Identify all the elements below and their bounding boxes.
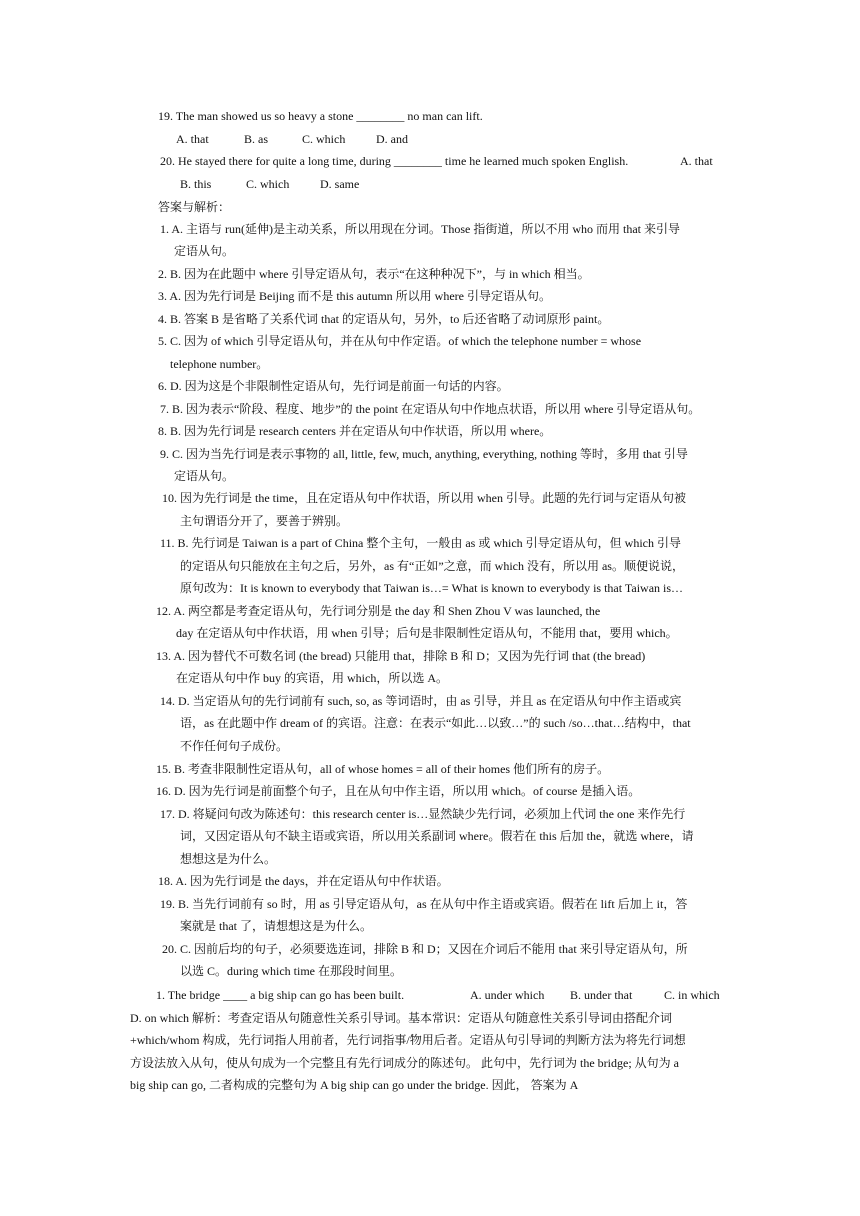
answer-9-cont: 定语从句。 (174, 469, 235, 483)
answer-20-cont: 以选 C。during which time 在那段时间里。 (180, 964, 402, 978)
answer-12-cont: day 在定语从句中作状语，用 when 引导；后句是非限制性定语从句，不能用 that，要用 which。 (176, 626, 678, 640)
answer-14-cont-2: 不作任何句子成份。 (180, 739, 289, 753)
option-b: B. as (244, 132, 268, 146)
extra-analysis-line-1: D. on which 解析：考查定语从句随意性关系引导词。基本常识：定语从句随意性关系引导词由搭配介词 (130, 1011, 672, 1025)
answer-19-cont: 案就是 that 了，请想想这是为什么。 (180, 919, 372, 933)
answer-8: 8. B. 因为先行词是 research centers 并在定语从句中作状语，所以用 where。 (158, 424, 552, 438)
extra-analysis-line-4: big ship can go, 二者构成的完整句为 A big ship can go under the bridge. 因此， 答案为 A (130, 1078, 579, 1092)
answer-15: 15. B. 考查非限制性定语从句，all of whose homes = all of their homes 他们所有的房子。 (156, 762, 610, 776)
extra-question-text: 1. The bridge ____ a big ship can go has been built. (156, 988, 405, 1002)
extra-question-stem (156, 987, 726, 1003)
answer-2: 2. B. 因为在此题中 where 引导定语从句，表示“在这种种况下”，与 in which 相当。 (158, 267, 590, 281)
answer-18: 18. A. 因为先行词是 the days，并在定语从句中作状语。 (158, 874, 449, 888)
answer-19: 19. B. 当先行词前有 so 时，用 as 引导定语从句，as 在从句中作主语或宾语。假若在 lift 后加上 it，答 (160, 897, 688, 911)
option-a: A. that (680, 154, 713, 168)
answer-5: 5. C. 因为 of which 引导定语从句，并在从句中作定语。of which the telephone number = whose (158, 334, 642, 348)
question-20-options (180, 176, 359, 192)
option-b: B. this (180, 177, 212, 191)
answer-1: 1. A. 主语与 run(延伸)是主动关系，所以用现在分词。Those 指街道，所以不用 who 而用 that 来引导 (160, 222, 680, 236)
option-c: C. which (302, 132, 346, 146)
answer-4: 4. B. 答案 B 是省略了关系代词 that 的定语从句，另外，to 后还省略了动词原形 paint。 (158, 312, 610, 326)
answer-5-cont: telephone number。 (170, 357, 269, 371)
answer-14: 14. D. 当定语从句的先行词前有 such, so, as 等词语时，由 as 引导，并且 as 在定语从句中作主语或宾 (160, 694, 682, 708)
answer-11-cont-1: 的定语从句只能放在主句之后，另外，as 有“正如”之意，而 which 没有，所以用 as。顺便说说， (180, 559, 684, 573)
question-20-stem (160, 153, 725, 169)
answer-6: 6. D. 因为这是个非限制性定语从句，先行词是前面一句话的内容。 (158, 379, 509, 393)
option-c: C. which (246, 177, 290, 191)
extra-option-c: C. in which (664, 988, 720, 1002)
answer-12: 12. A. 两空都是考查定语从句，先行词分别是 the day 和 Shen Zhou V was launched, the (156, 604, 601, 618)
question-20-text: 20. He stayed there for quite a long time, during ________ time he learned much spoken English. (160, 154, 629, 168)
extra-analysis-line-3: 方设法放入从句，使从句成为一个完整且有先行词成分的陈述句。 此句中，先行词为 the bridge; 从句为 a (130, 1056, 679, 1070)
question-19-options (176, 131, 408, 147)
answer-16: 16. D. 因为先行词是前面整个句子，且在从句中作主语，所以用 which。of course 是插入语。 (156, 784, 641, 798)
answer-1-cont: 定语从句。 (174, 244, 235, 258)
answer-17-cont-2: 想想这是为什么。 (180, 852, 277, 866)
extra-option-b: B. under that (570, 988, 633, 1002)
answer-13: 13. A. 因为替代不可数名词 (the bread) 只能用 that，排除 B 和 D；又因为先行词 that (the bread) (156, 649, 646, 663)
answer-3: 3. A. 因为先行词是 Beijing 而不是 this autumn 所以用 where 引导定语从句。 (158, 289, 551, 303)
answer-17-cont-1: 词，又因定语从句不缺主语或宾语，所以用关系副词 where。假若在 this 后加 the，就选 where，请 (180, 829, 694, 843)
option-d: D. and (376, 132, 408, 146)
option-d: D. same (320, 177, 360, 191)
answer-14-cont-1: 语，as 在此题中作 dream of 的宾语。注意：在表示“如此…以致…”的 such /so…that…结构中，that (180, 716, 691, 730)
answer-7: 7. B. 因为表示“阶段、程度、地步”的 the point 在定语从句中作地点状语，所以用 where 引导定语从句。 (160, 402, 701, 416)
answer-20: 20. C. 因前后均的句子，必须要选连词，排除 B 和 D；又因在介词后不能用 that 来引导定语从句，所 (162, 942, 688, 956)
answer-10: 10. 因为先行词是 the time，且在定语从句中作状语，所以用 when 引导。此题的先行词与定语从句被 (162, 491, 686, 505)
extra-option-a: A. under which (470, 988, 545, 1002)
answer-17: 17. D. 将疑问句改为陈述句：this research center is…显然缺少先行词，必须加上代词 the one 来作先行 (160, 807, 686, 821)
question-19-stem: 19. The man showed us so heavy a stone ________ no man can lift. (158, 109, 483, 123)
answers-heading: 答案与解析： (158, 200, 231, 214)
answer-9: 9. C. 因为当先行词是表示事物的 all, little, few, much, anything, everything, nothing 等时，多用 that 引导 (160, 447, 688, 461)
answer-13-cont: 在定语从句中作 buy 的宾语，用 which，所以选 A。 (176, 671, 448, 685)
extra-analysis-line-2: +which/whom 构成，先行词指人用前者，先行词指事/物用后者。定语从句引导词的判断方法为将先行词想 (130, 1033, 686, 1047)
option-a: A. that (176, 132, 209, 146)
answer-11: 11. B. 先行词是 Taiwan is a part of China 整个主句，一般由 as 或 which 引导定语从句，但 which 引导 (160, 536, 682, 550)
answer-10-cont: 主句谓语分开了，要善于辨别。 (180, 514, 349, 528)
answer-11-cont-2: 原句改为：It is known to everybody that Taiwan is…= What is known to everybody is that Taiwan is… (180, 581, 684, 595)
